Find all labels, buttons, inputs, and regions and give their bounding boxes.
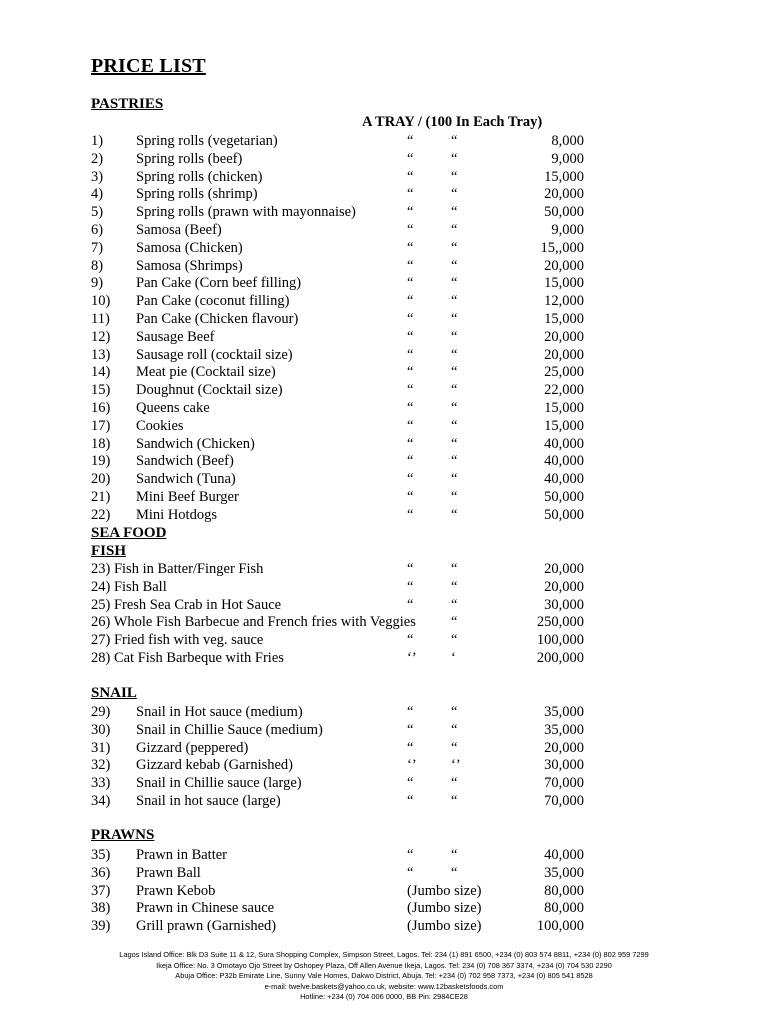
item-name: Sandwich (Beef) xyxy=(136,453,234,470)
ditto-mark: “ xyxy=(407,204,414,221)
item-price: 35,000 xyxy=(544,704,584,720)
item-name: Sandwich (Tuna) xyxy=(136,471,236,488)
price-row xyxy=(0,363,768,381)
item-name: Doughnut (Cocktail size) xyxy=(136,382,283,399)
price-row xyxy=(0,470,768,488)
price-row xyxy=(0,613,768,631)
item-price: 20,000 xyxy=(544,186,584,203)
ditto-mark: “ xyxy=(451,417,458,434)
ditto-mark: “ xyxy=(407,239,414,256)
ditto-mark: “ xyxy=(407,506,414,523)
ditto-mark: “ xyxy=(451,275,458,292)
price-row xyxy=(0,292,768,310)
ditto-mark: “ xyxy=(451,222,458,238)
item-price: 50,000 xyxy=(544,204,584,221)
ditto-mark: “ xyxy=(451,596,458,613)
item-name: Spring rolls (chicken) xyxy=(136,168,263,185)
item-number: 4) xyxy=(91,186,104,203)
item-price: 15,000 xyxy=(544,275,584,292)
ditto-mark: “ xyxy=(451,293,458,310)
item-price: 20,000 xyxy=(544,328,584,345)
ditto-mark: “ xyxy=(451,453,458,470)
footer-contact-info xyxy=(0,950,768,1003)
ditto-mark: “ xyxy=(407,222,414,238)
ditto-mark: “ xyxy=(451,239,458,256)
item-price: 40,000 xyxy=(544,453,584,470)
item-price: 22,000 xyxy=(544,382,584,399)
item-price: 100,000 xyxy=(536,632,584,649)
price-row xyxy=(0,649,768,667)
price-row xyxy=(0,756,768,774)
item-name: Snail in hot sauce (large) xyxy=(136,793,281,809)
item-price: 20,000 xyxy=(544,578,584,595)
ditto-mark: “ xyxy=(407,596,414,613)
price-row xyxy=(0,846,768,864)
price-row xyxy=(0,452,768,470)
item-number: 36) xyxy=(91,864,111,881)
ditto-mark: “ xyxy=(451,614,458,631)
item-name: Snail in Hot sauce (medium) xyxy=(136,704,303,720)
item-price: 70,000 xyxy=(544,793,584,809)
ditto-mark: “ xyxy=(407,257,414,274)
item-number: 32) xyxy=(91,757,111,774)
price-row xyxy=(0,631,768,649)
item-number: 34) xyxy=(91,793,111,809)
price-row xyxy=(0,132,768,150)
ditto-mark: “ xyxy=(407,793,414,809)
section-heading-seafood: SEA FOOD xyxy=(91,525,167,541)
item-name: Samosa (Beef) xyxy=(136,222,222,238)
item-number: 1) xyxy=(91,133,104,149)
price-row xyxy=(0,506,768,524)
price-row xyxy=(0,864,768,882)
footer-line-ikeja: Ikeja Office: No. 3 Omotayo Ojo Street by Oshopey Plaza, Off Allen Avenue Ikeja, Lagos. Tel: 234 (0) 708 367 3374, +234 (0) 704 530 2290 xyxy=(156,960,612,970)
ditto-mark: “ xyxy=(407,435,414,452)
item-number: 6) xyxy=(91,222,104,238)
item-number: 35) xyxy=(91,847,111,863)
item-price: 20,000 xyxy=(544,346,584,363)
item-name: Snail in Chillie sauce (large) xyxy=(136,775,302,792)
item-number: 13) xyxy=(91,346,111,363)
ditto-mark: “ xyxy=(451,257,458,274)
price-row xyxy=(0,703,768,721)
item-name: 25) Fresh Sea Crab in Hot Sauce xyxy=(91,596,282,613)
item-number: 29) xyxy=(91,704,111,720)
item-name: Cookies xyxy=(136,417,184,434)
item-price: 30,000 xyxy=(544,596,584,613)
ditto-mark: “ xyxy=(407,471,414,488)
ditto-mark: “ xyxy=(451,133,458,149)
item-number: 37) xyxy=(91,882,111,899)
ditto-mark: “ xyxy=(451,739,458,756)
item-name: Pan Cake (Corn beef filling) xyxy=(136,275,302,292)
item-price: 80,000 xyxy=(544,900,584,917)
ditto-mark: “ xyxy=(451,864,458,881)
section-heading-snail: SNAIL xyxy=(91,685,137,701)
price-row xyxy=(0,221,768,239)
item-name: Spring rolls (prawn with mayonnaise) xyxy=(136,204,356,221)
item-price: 25,000 xyxy=(544,364,584,381)
ditto-mark: “ xyxy=(451,204,458,221)
item-price: 40,000 xyxy=(544,435,584,452)
price-row xyxy=(0,257,768,275)
item-number: 30) xyxy=(91,721,111,738)
item-name: Sausage Beef xyxy=(136,328,215,345)
ditto-mark: “ xyxy=(407,311,414,327)
item-name: Prawn in Chinese sauce xyxy=(136,900,275,917)
item-name: Gizzard kebab (Garnished) xyxy=(136,757,294,774)
item-name: Spring rolls (shrimp) xyxy=(136,186,258,203)
item-price: 15,000 xyxy=(544,168,584,185)
price-row xyxy=(0,417,768,435)
item-name: 26) Whole Fish Barbecue and French fries with Veggies xyxy=(91,614,416,631)
ditto-mark: “ xyxy=(407,168,414,185)
ditto-mark: “ xyxy=(407,775,414,792)
ditto-mark: “ xyxy=(451,435,458,452)
item-price: 70,000 xyxy=(544,775,584,792)
price-row xyxy=(0,168,768,186)
ditto-mark: “ xyxy=(451,632,458,649)
price-row xyxy=(0,596,768,614)
item-price: 100,000 xyxy=(536,918,584,935)
ditto-mark: “ xyxy=(451,311,458,327)
item-price: 20,000 xyxy=(544,257,584,274)
item-price: 250,000 xyxy=(536,614,584,631)
item-name: Spring rolls (vegetarian) xyxy=(136,133,278,149)
item-price: 40,000 xyxy=(544,471,584,488)
item-name: Spring rolls (beef) xyxy=(136,150,243,167)
price-row xyxy=(0,150,768,168)
item-number: 20) xyxy=(91,471,111,488)
section-heading-prawns: PRAWNS xyxy=(91,827,155,843)
price-row xyxy=(0,399,768,417)
item-number: 12) xyxy=(91,328,111,345)
item-name: Prawn Kebob xyxy=(136,882,216,899)
footer-line-email: e-mail: twelve.baskets@yahoo.co.uk, website: www.12basketsfoods.com xyxy=(264,981,504,991)
item-name: Gizzard (peppered) xyxy=(136,739,249,756)
ditto-mark: “ xyxy=(407,400,414,416)
item-price: 8,000 xyxy=(551,133,584,149)
ditto-mark: “ xyxy=(407,186,414,203)
footer-line-hotline: Hotline: +234 (0) 704 006 0000, BB Pin: 2984CE28 xyxy=(300,992,468,1002)
item-number: 8) xyxy=(91,257,104,274)
ditto-mark: “ xyxy=(407,346,414,363)
item-number: 39) xyxy=(91,918,111,935)
item-price: 9,000 xyxy=(551,222,584,238)
price-row xyxy=(0,917,768,935)
ditto-mark: ‘’ xyxy=(407,757,417,774)
price-row xyxy=(0,346,768,364)
ditto-mark: “ xyxy=(451,561,458,577)
item-name: Samosa (Chicken) xyxy=(136,239,243,256)
item-number: 10) xyxy=(91,293,111,310)
item-number: 14) xyxy=(91,364,111,381)
item-number: 11) xyxy=(91,311,110,327)
item-number: 18) xyxy=(91,435,111,452)
ditto-mark: “ xyxy=(407,847,414,863)
item-price: 9,000 xyxy=(551,150,584,167)
item-number: 9) xyxy=(91,275,104,292)
ditto-mark: “ xyxy=(451,400,458,416)
section-heading-pastries: PASTRIES xyxy=(91,96,164,112)
ditto-mark: “ xyxy=(407,721,414,738)
ditto-mark: “ xyxy=(451,793,458,809)
price-row xyxy=(0,721,768,739)
item-number: 17) xyxy=(91,417,111,434)
ditto-mark: “ xyxy=(451,168,458,185)
item-price: 50,000 xyxy=(544,489,584,505)
ditto-mark: “ xyxy=(407,328,414,345)
ditto-mark: “ xyxy=(407,632,414,649)
ditto-mark: “ xyxy=(407,133,414,149)
item-number: 2) xyxy=(91,150,104,167)
item-name: 28) Cat Fish Barbeque with Fries xyxy=(91,650,284,666)
item-number: 19) xyxy=(91,453,111,470)
ditto-mark: “ xyxy=(407,739,414,756)
ditto-mark: “ xyxy=(407,704,414,720)
ditto-mark: “ xyxy=(451,704,458,720)
ditto-mark: “ xyxy=(407,578,414,595)
ditto-mark: “ xyxy=(451,506,458,523)
price-row xyxy=(0,578,768,596)
item-name: Prawn Ball xyxy=(136,864,201,881)
ditto-mark: “ xyxy=(451,847,458,863)
price-row xyxy=(0,328,768,346)
item-price: 35,000 xyxy=(544,721,584,738)
price-row xyxy=(0,203,768,221)
item-price: 50,000 xyxy=(544,506,584,523)
item-name: Samosa (Shrimps) xyxy=(136,257,243,274)
ditto-mark: “ xyxy=(451,775,458,792)
ditto-mark: ‘ xyxy=(451,650,456,666)
ditto-mark: ‘’ xyxy=(407,650,417,666)
ditto-mark: “ xyxy=(451,328,458,345)
ditto-mark: “ xyxy=(407,293,414,310)
price-row xyxy=(0,792,768,810)
item-name: Pan Cake (Chicken flavour) xyxy=(136,311,299,327)
item-price: 30,000 xyxy=(544,757,584,774)
item-price: 35,000 xyxy=(544,864,584,881)
ditto-mark: ‘’ xyxy=(451,757,461,774)
price-row xyxy=(0,739,768,757)
price-row xyxy=(0,435,768,453)
item-number: 33) xyxy=(91,775,111,792)
ditto-mark: “ xyxy=(407,864,414,881)
item-name: 27) Fried fish with veg. sauce xyxy=(91,632,264,649)
item-number: 3) xyxy=(91,168,104,185)
item-price: 40,000 xyxy=(544,847,584,863)
item-name: Mini Beef Burger xyxy=(136,489,239,505)
item-name: Snail in Chillie Sauce (medium) xyxy=(136,721,323,738)
price-row xyxy=(0,185,768,203)
ditto-mark: “ xyxy=(407,417,414,434)
item-number: 31) xyxy=(91,739,111,756)
item-number: 38) xyxy=(91,900,111,917)
price-row xyxy=(0,899,768,917)
price-row xyxy=(0,274,768,292)
item-name: Queens cake xyxy=(136,400,210,416)
item-name: Meat pie (Cocktail size) xyxy=(136,364,276,381)
item-size: (Jumbo size) xyxy=(407,882,482,899)
ditto-mark: “ xyxy=(451,721,458,738)
ditto-mark: “ xyxy=(407,364,414,381)
ditto-mark: “ xyxy=(451,489,458,505)
item-number: 15) xyxy=(91,382,111,399)
price-row xyxy=(0,310,768,328)
item-price: 80,000 xyxy=(544,882,584,899)
price-row xyxy=(0,381,768,399)
ditto-mark: “ xyxy=(407,489,414,505)
section-heading-fish: FISH xyxy=(91,543,127,559)
item-number: 21) xyxy=(91,489,111,505)
item-name: Grill prawn (Garnished) xyxy=(136,918,277,935)
ditto-mark: “ xyxy=(451,186,458,203)
item-name: Prawn in Batter xyxy=(136,847,228,863)
ditto-mark: “ xyxy=(407,561,414,577)
item-name: 23) Fish in Batter/Finger Fish xyxy=(91,561,264,577)
item-number: 22) xyxy=(91,506,111,523)
footer-line-abuja: Abuja Office: P32b Emirate Line, Sunny Vale Homes, Dakwo District, Abuja. Tel: +234 (0) 702 958 7373, +234 (0) 805 541 8528 xyxy=(175,971,593,981)
ditto-mark: “ xyxy=(451,346,458,363)
ditto-mark: “ xyxy=(407,382,414,399)
item-number: 5) xyxy=(91,204,104,221)
item-name: Sandwich (Chicken) xyxy=(136,435,255,452)
ditto-mark: “ xyxy=(407,453,414,470)
ditto-mark: “ xyxy=(407,275,414,292)
item-price: 15,000 xyxy=(544,400,584,416)
price-row xyxy=(0,488,768,506)
item-price: 200,000 xyxy=(536,650,584,666)
item-name: Sausage roll (cocktail size) xyxy=(136,346,293,363)
ditto-mark: “ xyxy=(451,578,458,595)
price-row xyxy=(0,882,768,900)
page-title: PRICE LIST xyxy=(91,55,206,77)
ditto-mark: “ xyxy=(407,150,414,167)
ditto-mark: “ xyxy=(451,382,458,399)
item-number: 7) xyxy=(91,239,104,256)
column-header: A TRAY / (100 In Each Tray) xyxy=(362,114,543,130)
item-size: (Jumbo size) xyxy=(407,918,482,935)
price-row xyxy=(0,560,768,578)
item-size: (Jumbo size) xyxy=(407,900,482,917)
price-row xyxy=(0,239,768,257)
item-price: 15,000 xyxy=(544,417,584,434)
ditto-mark: “ xyxy=(451,471,458,488)
footer-line-lagos-island: Lagos Island Office: Blk D3 Suite 11 & 12, Sura Shopping Complex, Simpson Street, Lagos. Tel: 234 (1) 891 6500, +234 (0) 803 574 8811, +234 (0) 802 959 7299 xyxy=(119,950,649,959)
price-row xyxy=(0,774,768,792)
item-number: 16) xyxy=(91,400,111,416)
ditto-mark: “ xyxy=(451,364,458,381)
item-price: 20,000 xyxy=(544,561,584,577)
item-name: Mini Hotdogs xyxy=(136,506,217,523)
item-price: 20,000 xyxy=(544,739,584,756)
ditto-mark: “ xyxy=(451,150,458,167)
item-price: 15,,000 xyxy=(540,239,584,256)
item-price: 15,000 xyxy=(544,311,584,327)
item-price: 12,000 xyxy=(544,293,584,310)
item-name: 24) Fish Ball xyxy=(91,578,167,595)
item-name: Pan Cake (coconut filling) xyxy=(136,293,290,310)
